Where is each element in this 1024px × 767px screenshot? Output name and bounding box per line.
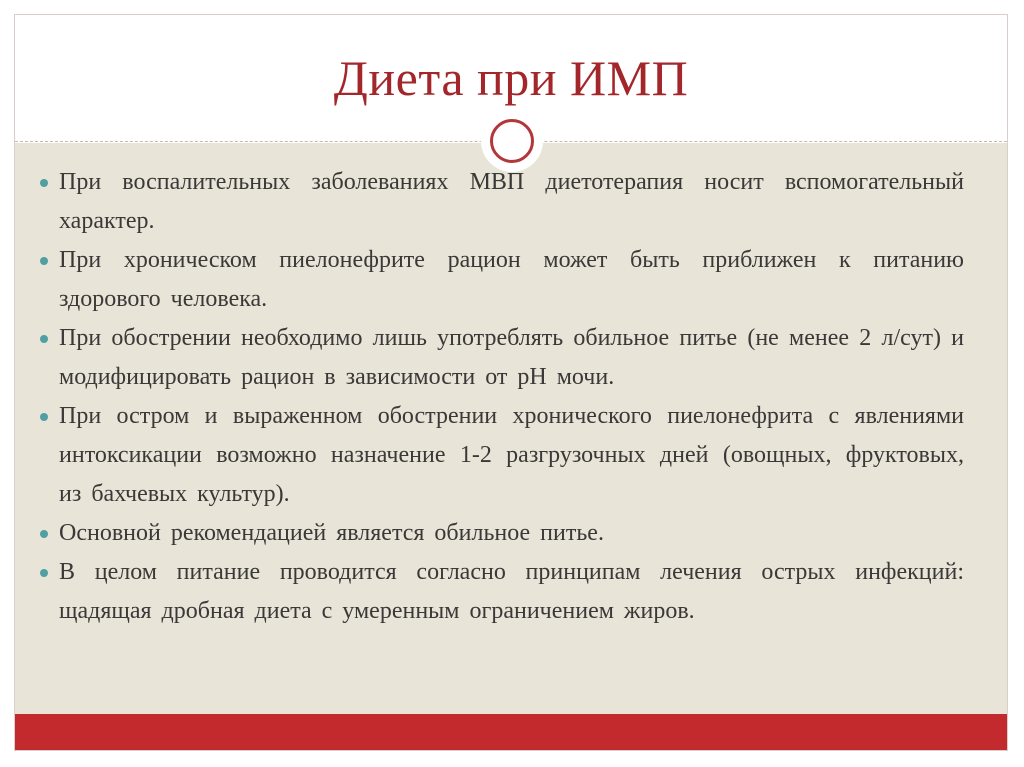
bullet-item: При хроническом пиелонефрите рацион может быть приближен к питанию здорового человека.: [38, 241, 964, 319]
bullet-list: [38, 163, 964, 631]
bottom-accent-band: [15, 714, 1007, 750]
bullet-item: Основной рекомендацией является обильное питье.: [38, 514, 964, 553]
ring-icon: [490, 119, 534, 163]
bullet-item: При остром и выраженном обострении хронического пиелонефрита с явлениями интоксикации возможно назначение 1-2 разгрузочных дней (овощных, фруктовых, из бахчевых культур).: [38, 397, 964, 514]
bullet-item: При воспалительных заболеваниях МВП диетотерапия носит вспомогательный характер.: [38, 163, 964, 241]
bullet-item: В целом питание проводится согласно принципам лечения острых инфекций: щадящая дробная диета с умеренным ограничением жиров.: [38, 553, 964, 631]
slide-title: Диета при ИМП: [333, 50, 689, 106]
bullet-item: При обострении необходимо лишь употреблять обильное питье (не менее 2 л/сут) и модифицировать рацион в зависимости от pH мочи.: [38, 319, 964, 397]
